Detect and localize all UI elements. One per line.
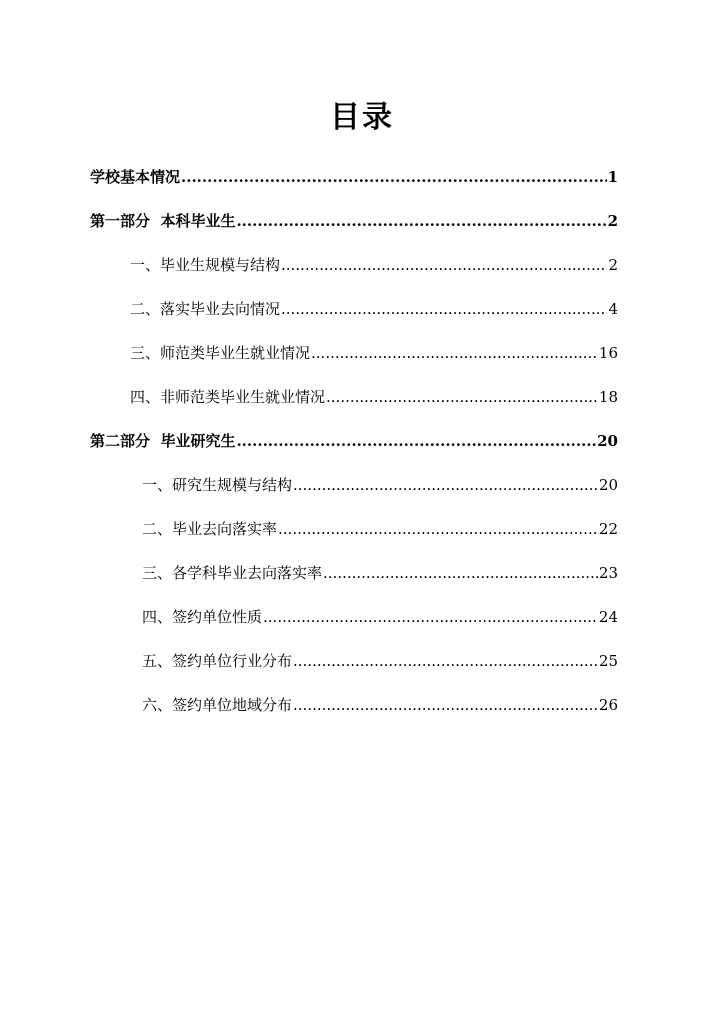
toc-page-number: 2 <box>607 212 618 230</box>
toc-page-number: 20 <box>597 432 618 450</box>
toc-entry-label: 三、各学科毕业去向落实率 <box>142 564 323 582</box>
toc-entry-2-1[interactable] <box>142 472 618 498</box>
toc-entry-1-1[interactable] <box>130 252 618 278</box>
toc-dot-leader <box>293 648 598 674</box>
toc-entry-1-4[interactable] <box>130 384 618 410</box>
toc-dot-leader <box>293 692 598 718</box>
toc-entry-1-2[interactable] <box>130 296 618 322</box>
toc-dot-leader <box>323 560 598 586</box>
toc-entry-school-overview[interactable] <box>90 164 618 190</box>
toc-dot-leader <box>181 164 607 190</box>
toc-dot-leader <box>281 252 607 278</box>
toc-entry-1-3[interactable] <box>130 340 618 366</box>
toc-entry-label: 第一部分 本科毕业生 <box>90 212 236 230</box>
toc-dot-leader <box>263 604 598 630</box>
toc-dot-leader <box>236 208 606 234</box>
toc-dot-leader <box>326 384 598 410</box>
toc-dot-leader <box>311 340 598 366</box>
toc-page-number: 1 <box>607 168 618 186</box>
toc-page-number: 24 <box>598 608 618 626</box>
toc-entry-2-3[interactable] <box>142 560 618 586</box>
toc-dot-leader <box>278 516 598 542</box>
toc-entry-part-two[interactable] <box>90 428 618 454</box>
toc-entry-label: 六、签约单位地域分布 <box>142 696 293 714</box>
toc-page-number: 22 <box>598 520 618 538</box>
toc-page-number: 25 <box>598 652 618 670</box>
toc-dot-leader <box>236 428 596 454</box>
toc-dot-leader <box>293 472 598 498</box>
toc-entry-label: 一、研究生规模与结构 <box>142 476 293 494</box>
toc-entry-2-2[interactable] <box>142 516 618 542</box>
page-title: 目录 <box>330 100 394 135</box>
toc-entry-2-6[interactable] <box>142 692 618 718</box>
toc-entry-label: 四、非师范类毕业生就业情况 <box>130 388 326 406</box>
toc-page-number: 26 <box>598 696 618 714</box>
toc-entry-2-5[interactable] <box>142 648 618 674</box>
toc-entry-label: 第二部分 毕业研究生 <box>90 432 236 450</box>
toc-entry-label: 五、签约单位行业分布 <box>142 652 293 670</box>
toc-entry-2-4[interactable] <box>142 604 618 630</box>
toc-entry-label: 二、落实毕业去向情况 <box>130 300 281 318</box>
toc-page-number: 23 <box>598 564 618 582</box>
toc-page-number: 20 <box>598 476 618 494</box>
toc-entry-part-one[interactable] <box>90 208 618 234</box>
toc-entry-label: 四、签约单位性质 <box>142 608 263 626</box>
toc-page-number: 16 <box>598 344 618 362</box>
toc-page-number: 18 <box>598 388 618 406</box>
toc-entry-label: 二、毕业去向落实率 <box>142 520 278 538</box>
toc-entry-label: 一、毕业生规模与结构 <box>130 256 281 274</box>
toc-page-number: 4 <box>608 300 618 318</box>
toc-dot-leader <box>281 296 607 322</box>
toc-entry-label: 三、师范类毕业生就业情况 <box>130 344 311 362</box>
toc-page-number: 2 <box>608 256 618 274</box>
toc-entry-label: 学校基本情况 <box>90 168 181 186</box>
